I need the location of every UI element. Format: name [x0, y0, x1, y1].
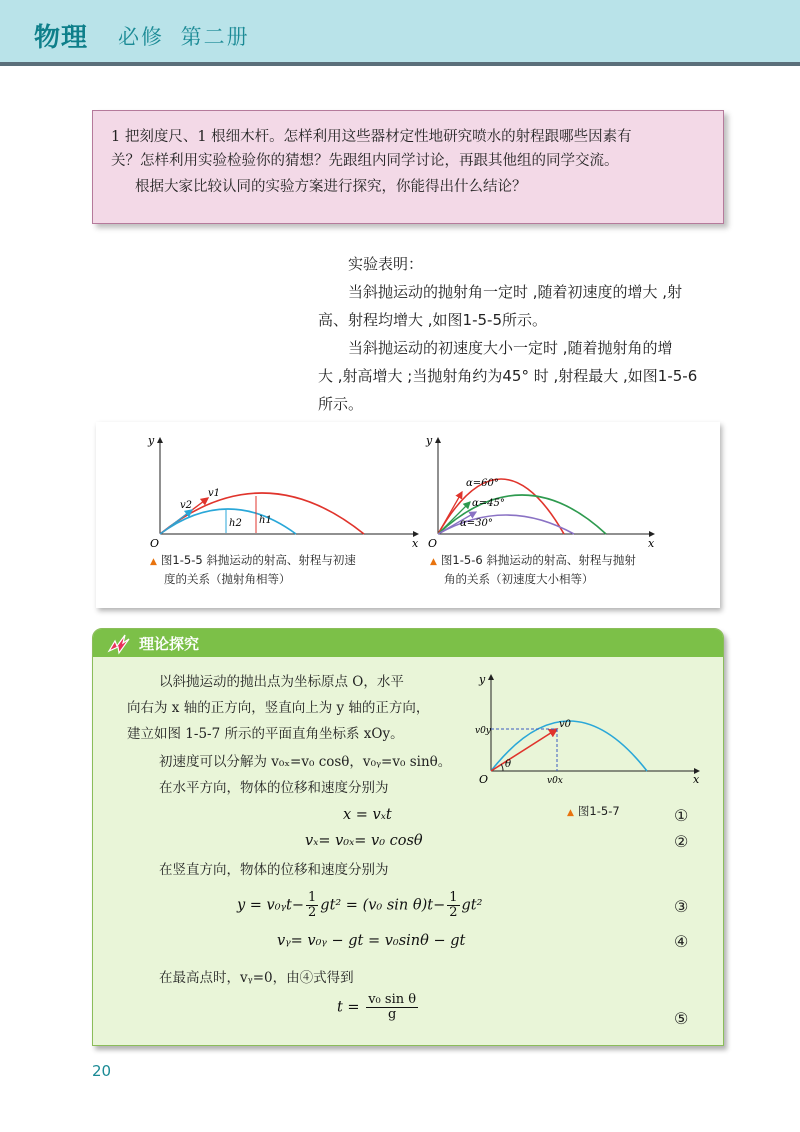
inquiry-box — [92, 110, 724, 224]
fig155-origin-label: O — [150, 537, 160, 550]
equation-number-2: ② — [674, 832, 689, 851]
equation-number-4: ④ — [674, 932, 689, 951]
lightning-icon — [105, 631, 131, 655]
equation-5 — [337, 993, 420, 1022]
inquiry-line-3: 根据大家比较认同的实验方案进行探究，你能得出什么结论？ — [135, 179, 527, 195]
half-numerator: 1 — [308, 890, 317, 905]
theta-label: θ — [505, 759, 512, 770]
experiment-p1-l1: 当斜抛运动的抛射角一定时 ,随着初速度的增大 ,射 — [348, 283, 683, 301]
theory-p1-l1: 以斜抛运动的抛出点为坐标原点 O，水平 — [159, 674, 404, 690]
equation-1: x = vₓt — [343, 807, 392, 823]
equation-2: vₓ= v₀ₓ= v₀ cosθ — [305, 833, 423, 849]
experiment-heading: 实验表明： — [348, 255, 424, 273]
equation-3-part-b: gt² = (v₀ sin θ)t− — [320, 897, 446, 914]
equation-4: vᵧ= v₀ᵧ − gt = v₀sinθ − gt — [277, 933, 466, 949]
theory-title: 理论探究 — [139, 635, 200, 653]
theory-p2: 初速度可以分解为 v₀ₓ=v₀ cosθ，v₀ᵧ=v₀ sinθ。 — [159, 754, 452, 770]
experiment-p2-l3: 所示。 — [318, 395, 364, 413]
v0y-label: v0y — [475, 726, 491, 736]
trajectory-v2 — [160, 509, 296, 534]
h1-label: h1 — [259, 515, 272, 526]
theory-p5: 在最高点时，vᵧ=0，由④式得到 — [159, 970, 354, 986]
theory-header-bar — [93, 629, 723, 657]
fig155-caption-l2: 度的关系（抛射角相等） — [164, 572, 291, 586]
half-fraction — [447, 891, 459, 920]
equation-number-1: ① — [674, 806, 689, 825]
v1-label: v1 — [208, 488, 221, 499]
equation-5-fraction — [366, 993, 418, 1022]
equation-3 — [237, 891, 482, 920]
theory-p1-l2: 向右为 x 轴的正方向，竖直向上为 y 轴的正方向， — [127, 700, 430, 716]
half-denominator: 2 — [308, 905, 317, 920]
v0-label: v0 — [559, 719, 572, 730]
fig155-y-label: y — [148, 434, 155, 447]
half-numerator: 1 — [449, 890, 458, 905]
equation-5-denominator: g — [387, 1007, 397, 1022]
figure-1-5-5 — [146, 430, 426, 550]
half-denominator: 2 — [449, 905, 458, 920]
fig155-caption — [150, 552, 356, 588]
h2-label: h2 — [229, 518, 242, 529]
fig157-caption-text: 图1-5-7 — [577, 804, 620, 818]
angle-45-label: α=45° — [472, 498, 505, 509]
fig156-caption-l2: 角的关系（初速度大小相等） — [444, 572, 594, 586]
v2-vector — [160, 510, 192, 534]
equation-3-part-a: y = v₀ᵧt− — [237, 897, 304, 914]
inquiry-line-2: 关？怎样利用实验检验你的猜想？先跟组内同学讨论，再跟其他组的同学交流。 — [111, 153, 619, 169]
figure-1-5-6 — [426, 430, 666, 550]
triangle-bullet-icon: ▲ — [150, 557, 157, 567]
fig157-origin-label: O — [479, 773, 489, 786]
figure-1-5-7 — [477, 671, 707, 801]
triangle-bullet-icon: ▲ — [567, 808, 574, 818]
fig157-caption — [567, 803, 620, 822]
equation-3-part-c: gt² — [461, 897, 483, 914]
theta-arc — [501, 764, 503, 771]
subject-title: 物理 — [34, 23, 89, 53]
header-divider — [0, 62, 800, 66]
v0x-label: v0x — [547, 776, 563, 786]
experiment-text — [318, 250, 728, 418]
theory-section — [92, 628, 724, 1046]
fig156-origin-label: O — [428, 537, 438, 550]
equation-number-5: ⑤ — [674, 1009, 689, 1028]
fig155-caption-l1: 图1-5-5 斜抛运动的射高、射程与初速 — [160, 553, 356, 567]
equation-5-lhs: t = — [337, 999, 360, 1016]
angle-60-label: α=60° — [466, 478, 499, 489]
theory-p3: 在水平方向，物体的位移和速度分别为 — [159, 780, 389, 796]
page-header — [0, 0, 800, 62]
fig156-x-label: x — [648, 537, 655, 550]
fig157-x-label: x — [693, 773, 700, 786]
v2-label: v2 — [180, 500, 193, 511]
fig157-y-label: y — [479, 673, 486, 686]
fig156-caption — [430, 552, 636, 588]
equation-number-3: ③ — [674, 897, 689, 916]
fig156-caption-l1: 图1-5-6 斜抛运动的射高、射程与抛射 — [440, 553, 636, 567]
experiment-p1-l2: 高、射程均增大 ,如图1-5-5所示。 — [318, 311, 547, 329]
triangle-bullet-icon: ▲ — [430, 557, 437, 567]
half-fraction — [306, 891, 318, 920]
theory-p4: 在竖直方向，物体的位移和速度分别为 — [159, 862, 389, 878]
experiment-p2-l1: 当斜抛运动的初速度大小一定时 ,随着抛射角的增 — [348, 339, 673, 357]
figure-panel — [96, 422, 720, 608]
angle-30-label: α=30° — [460, 518, 493, 529]
inquiry-line-1: 1 把刻度尺、1 根细木杆。怎样利用这些器材定性地研究喷水的射程跟哪些因素有 — [111, 129, 632, 145]
fig155-x-label: x — [412, 537, 419, 550]
page-number: 20 — [92, 1062, 112, 1080]
book-subtitle: 必修 第二册 — [118, 25, 250, 49]
fig156-y-label: y — [426, 434, 433, 447]
equation-5-numerator: v₀ sin θ — [368, 992, 417, 1007]
experiment-p2-l2: 大 ,射高增大 ;当抛射角约为45° 时 ,射程最大 ,如图1-5-6 — [318, 367, 698, 385]
theory-p1-l3: 建立如图 1-5-7 所示的平面直角坐标系 xOy。 — [127, 726, 404, 742]
